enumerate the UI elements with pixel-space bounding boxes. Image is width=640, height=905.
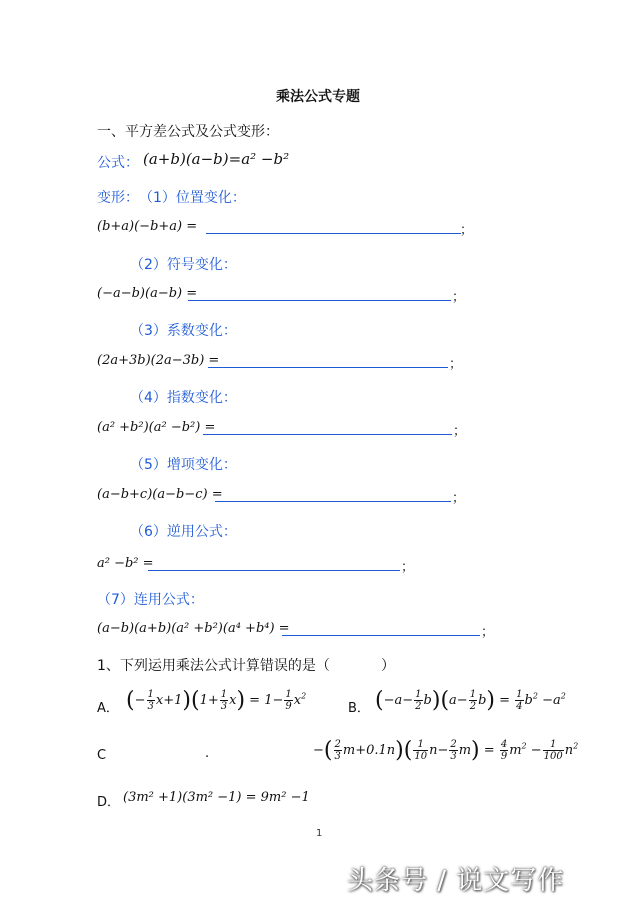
item-4-expression: (a² +b²)(a² −b²) =	[97, 420, 216, 435]
item-1-semicolon: ；	[460, 223, 474, 238]
option-c-dot: .	[205, 746, 210, 761]
page-title: 乘法公式专题	[276, 89, 360, 105]
item-2-label: （2）符号变化：	[130, 257, 237, 273]
question-1-close-paren: ）	[381, 658, 395, 674]
option-b-letter[interactable]: B．	[348, 701, 370, 716]
formula-label: 公式：	[97, 155, 139, 171]
item-4-answer-line[interactable]	[203, 434, 452, 435]
item-4-semicolon: ；	[453, 424, 467, 439]
item-5-answer-line[interactable]	[215, 501, 451, 502]
option-a-letter[interactable]: A．	[97, 701, 119, 716]
formula-expression: (a+b)(a−b)=a² −b²	[143, 150, 290, 168]
item-2-semicolon: ；	[452, 290, 466, 305]
watermark: 头条号 / 说文写作	[347, 866, 565, 896]
option-a-expression: (− $\frac{1}{3}$ x+1)(1+ $\frac{1}{3}$ x) = 1− $\frac{1}{9}$ $x^2$	[126, 688, 307, 713]
item-5-semicolon: ；	[452, 491, 466, 506]
item-6-expression: a² −b² =	[97, 556, 154, 571]
item-7-semicolon: ；	[481, 625, 495, 640]
option-b-expression: (−a− $\frac{1}{2}$ b)(a− $\frac{1}{2}$ b) = $\frac{1}{4}$ $b^2 -a^2$	[375, 688, 566, 713]
item-7-answer-line[interactable]	[282, 635, 480, 636]
item-7-label: （7）连用公式：	[97, 592, 204, 608]
option-d-letter[interactable]: D．	[97, 795, 121, 810]
item-3-semicolon: ；	[449, 357, 463, 372]
option-c-letter[interactable]: C	[97, 748, 107, 763]
item-5-expression: (a−b+c)(a−b−c) =	[97, 487, 223, 502]
item-7-expression: (a−b)(a+b)(a² +b²)(a⁴ +b⁴) =	[97, 621, 290, 636]
item-1-expression: (b+a)(−b+a) =	[97, 219, 198, 234]
item-6-label: （6）逆用公式：	[130, 524, 237, 540]
item-2-answer-line[interactable]	[188, 300, 451, 301]
page-number: 1	[316, 828, 323, 839]
item-3-label: （3）系数变化：	[130, 323, 237, 339]
variants-label: 变形：	[97, 190, 139, 206]
question-1-text: 1、下列运用乘法公式计算错误的是（	[97, 658, 330, 674]
item-1-answer-line[interactable]	[206, 233, 461, 234]
item-1-label: （1）位置变化：	[139, 190, 246, 206]
section-heading: 一、平方差公式及公式变形：	[97, 124, 279, 140]
option-c-expression: −( $\frac{2}{3}$ m+0.1n)( $\frac{1}{10}$ n− $\frac{2}{3}$ m) = $\frac{4}{9}$ $m^2$ − $\frac{1}{100}$ $n^2$	[313, 738, 579, 763]
option-d-expression: (3m² +1)(3m² −1) = 9m² −1	[123, 790, 310, 805]
item-6-semicolon: ；	[401, 560, 415, 575]
item-3-answer-line[interactable]	[208, 367, 448, 368]
item-6-answer-line[interactable]	[148, 570, 400, 571]
item-2-expression: (−a−b)(a−b) =	[97, 286, 198, 301]
item-5-label: （5）增项变化：	[130, 457, 237, 473]
item-3-expression: (2a+3b)(2a−3b) =	[97, 353, 220, 368]
item-4-label: （4）指数变化：	[130, 390, 237, 406]
